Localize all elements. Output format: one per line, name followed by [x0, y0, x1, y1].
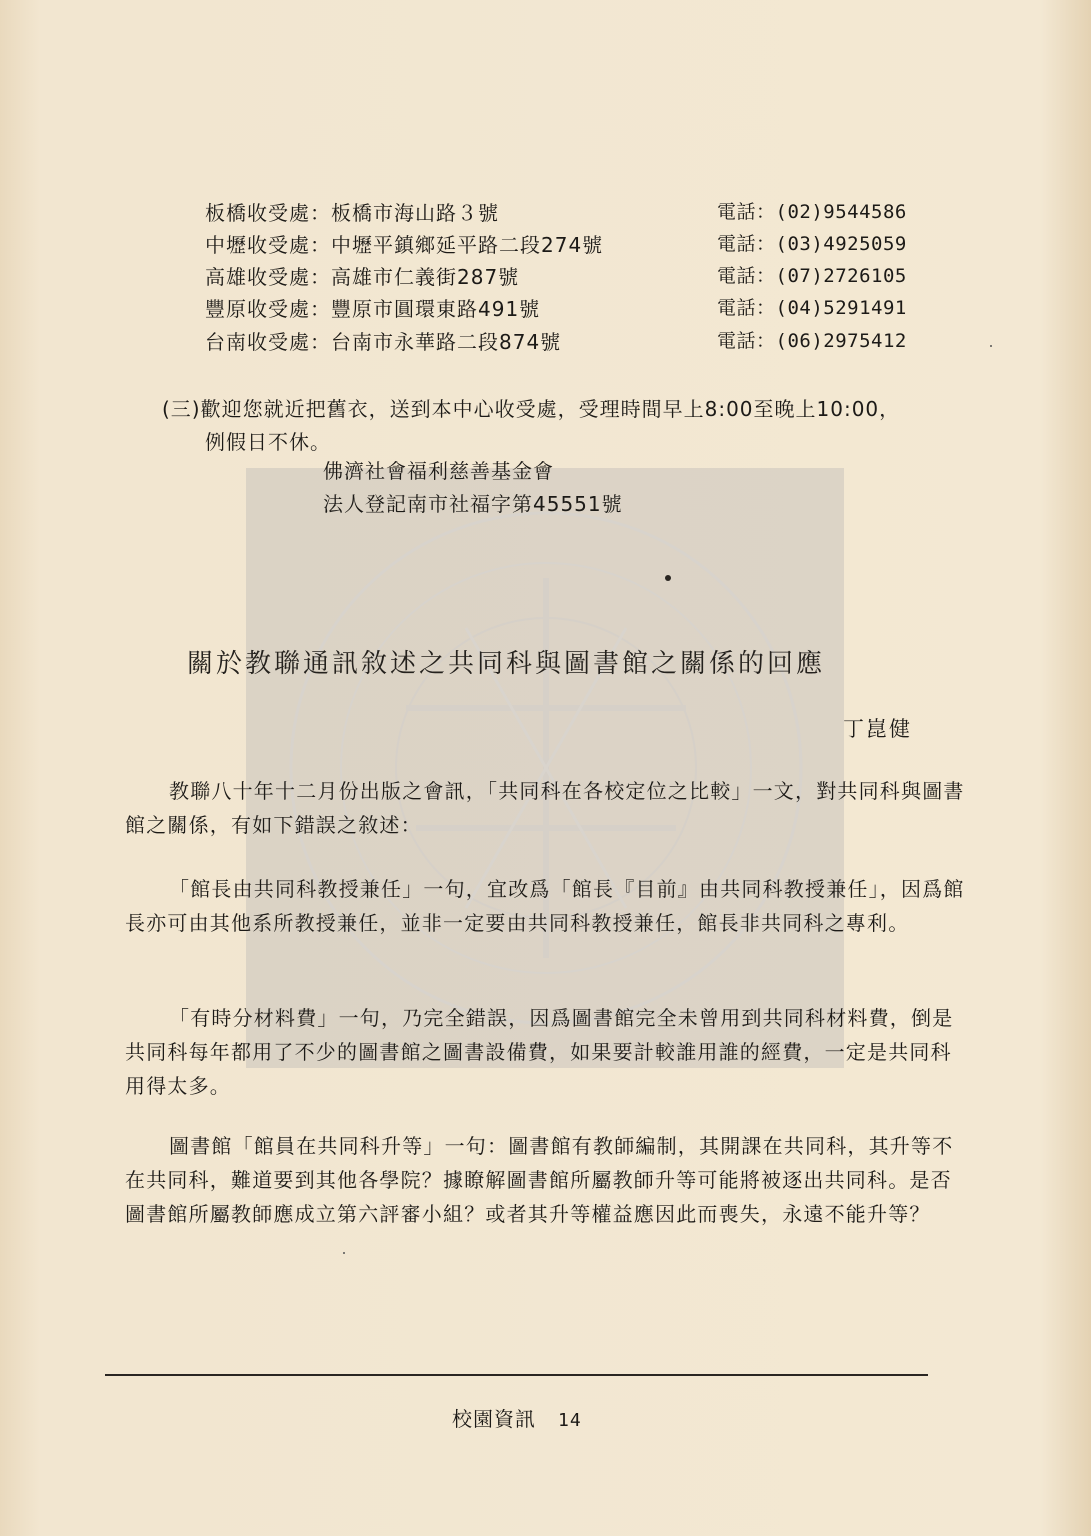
collection-point — [205, 326, 907, 356]
paragraph-text: 「館長由共同科教授兼任」一句，宜改爲「館長『目前』由共同科教授兼任」，因爲館長亦可由其他系所教授兼任，並非一定要由共同科教授兼任，館長非共同科之專利。 — [125, 877, 965, 935]
collection-phone: 電話：(04)5291491 — [717, 297, 907, 319]
collection-location: 板橋收受處：板橋市海山路３號 — [205, 201, 499, 225]
paragraph-text: 「有時分材料費」一句，乃完全錯誤，因爲圖書館完全未曾用到共同科材料費，倒是共同科每年都用了不少的圖書館之圖書設備費，如果要計較誰用誰的經費，一定是共同科用得太多。 — [125, 1006, 954, 1098]
watermark-seal — [246, 468, 844, 1068]
page-footer — [452, 1403, 582, 1432]
paragraph-text: 教聯八十年十二月份出版之會訊，「共同科在各校定位之比較」一文，對共同科與圖書館之關係，有如下錯誤之敘述： — [125, 779, 965, 837]
notice-line: (三)歡迎您就近把舊衣，送到本中心收受處，受理時間早上8:00至晚上10:00， — [162, 397, 901, 421]
article-title: 關於教聯通訊敘述之共同科與圖書館之關係的回應 — [187, 649, 826, 679]
drop-off-notice — [162, 393, 982, 459]
article-paragraph — [125, 872, 970, 940]
notice-line: 例假日不休。 — [205, 430, 331, 454]
article-paragraph — [125, 774, 970, 842]
collection-location: 高雄收受處：高雄市仁義街287號 — [205, 265, 520, 289]
collection-location: 豐原收受處：豐原市圓環東路491號 — [205, 297, 541, 321]
article-paragraph — [125, 1129, 970, 1231]
collection-location: 台南收受處：台南市永華路二段874號 — [205, 330, 562, 354]
collection-location: 中壢收受處：中壢平鎮鄉延平路二段274號 — [205, 233, 604, 257]
collection-point — [205, 229, 907, 259]
collection-phone: 電話：(07)2726105 — [717, 265, 907, 287]
page-number: 14 — [558, 1410, 582, 1431]
organization-block — [323, 455, 623, 521]
collection-point — [205, 293, 907, 323]
seal-icon — [246, 468, 844, 1068]
collection-phone: 電話：(06)2975412 — [717, 330, 907, 352]
collection-phone: 電話：(02)9544586 — [717, 201, 907, 223]
collection-phone: 電話：(03)4925059 — [717, 233, 907, 255]
article-paragraph — [125, 1001, 970, 1103]
ink-dot — [665, 575, 671, 581]
paragraph-text: 圖書館「館員在共同科升等」一句：圖書館有教師編制，其開課在共同科，其升等不在共同科，難道要到其他各學院？據瞭解圖書館所屬教師升等可能將被逐出共同科。是否圖書館所屬教師應成立第六評審小組？或者其升等權益應因此而喪失，永遠不能升等？ — [125, 1134, 954, 1226]
publication-name: 校園資訊 — [452, 1407, 536, 1431]
collection-point — [205, 197, 907, 227]
organization-registration: 法人登記南市社福字第45551號 — [323, 492, 623, 516]
footer-rule — [105, 1374, 928, 1376]
paper-speck — [990, 345, 992, 347]
collection-point — [205, 261, 907, 291]
paper-speck — [343, 1252, 345, 1254]
organization-name: 佛濟社會福利慈善基金會 — [323, 459, 554, 483]
article-author: 丁崑健 — [843, 717, 912, 741]
